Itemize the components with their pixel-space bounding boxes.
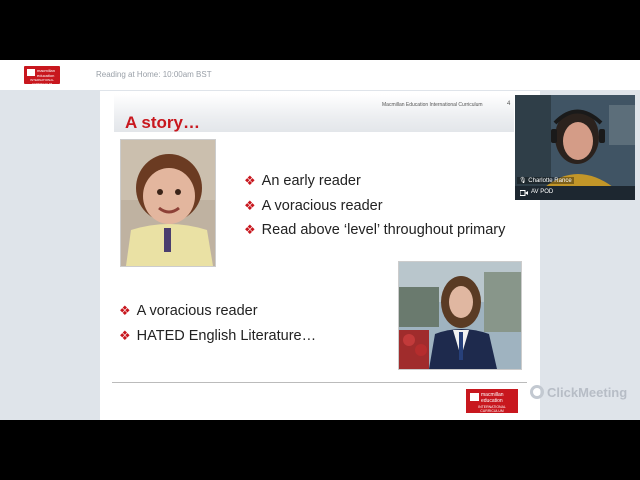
slide-page-number: 4 bbox=[507, 101, 511, 107]
meeting-stage bbox=[0, 60, 640, 420]
webcam-status-bar bbox=[515, 186, 635, 200]
diamond-bullet-icon: ❖ bbox=[244, 197, 256, 213]
teen-photo bbox=[398, 261, 522, 370]
session-title: Reading at Home: 10:00am BST bbox=[96, 70, 212, 79]
list-item: ❖ Read above ‘level’ throughout primary bbox=[244, 222, 506, 238]
presenter-name-tag: 🎙 Charlotte Rance bbox=[519, 178, 572, 184]
bullet-list-bottom bbox=[119, 299, 316, 348]
slide-footer-divider bbox=[112, 382, 527, 383]
list-item: ❖ An early reader bbox=[244, 173, 361, 189]
slide-footer-logo: macmillan education INTERNATIONAL CURRICULUM bbox=[466, 389, 518, 413]
list-item: ❖ A voracious reader bbox=[244, 197, 383, 214]
diamond-bullet-icon: ❖ bbox=[119, 327, 131, 343]
presenter-webcam[interactable] bbox=[515, 95, 635, 200]
webcam-video bbox=[515, 95, 635, 187]
presentation-slide bbox=[100, 91, 540, 420]
clickmeeting-logo: ClickMeeting bbox=[530, 385, 627, 400]
macmillan-logo: macmillan education INTERNATIONAL CURRICULUM bbox=[24, 66, 60, 84]
bullet-list-top bbox=[244, 169, 505, 243]
diamond-bullet-icon: ❖ bbox=[244, 222, 256, 237]
slide-title: A story… bbox=[125, 113, 200, 132]
list-item: ❖ A voracious reader bbox=[119, 303, 258, 319]
diamond-bullet-icon: ❖ bbox=[119, 303, 131, 318]
top-bar bbox=[0, 60, 640, 90]
clickmeeting-icon bbox=[530, 385, 544, 399]
child-photo bbox=[120, 139, 216, 267]
letterbox-top bbox=[0, 0, 640, 60]
list-item: ❖ HATED English Literature… bbox=[119, 327, 317, 344]
slide-header bbox=[114, 94, 514, 132]
slide-header-meta: Macmillan Education International Curriculum bbox=[382, 102, 483, 108]
diamond-bullet-icon: ❖ bbox=[244, 173, 256, 188]
camera-label: AV POD bbox=[531, 189, 554, 195]
microphone-icon: 🎙 bbox=[519, 178, 527, 184]
letterbox-bottom bbox=[0, 420, 640, 480]
camera-icon bbox=[520, 189, 528, 197]
